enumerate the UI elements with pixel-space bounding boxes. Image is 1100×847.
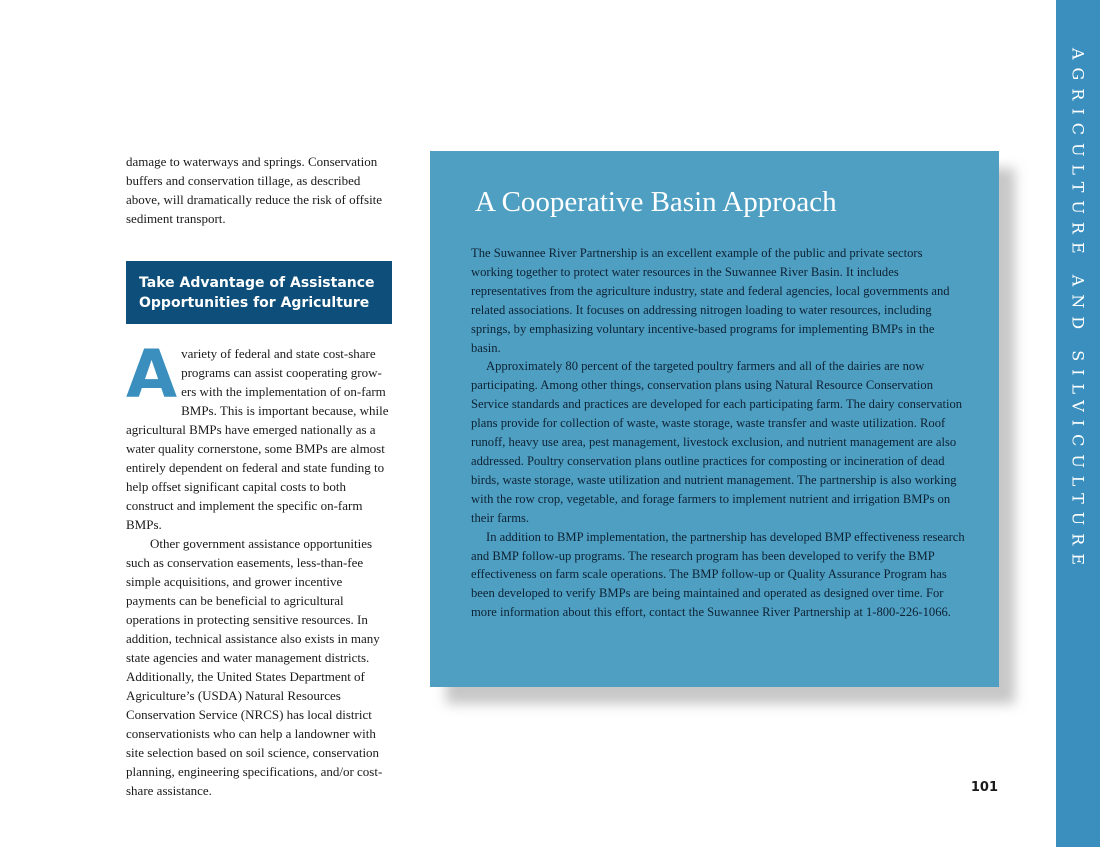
assistance-paragraph-2: Other government assistance opportunities such as conservation easements, less-than-fee simple acquisitions, and grower incentive payments can be beneficial to agricultural operations in protecting sensitive resources. In addition, technical assistance also exists in many state agencies and water management districts. Additionally, the United States Department of Agriculture’s (USDA) Natural Resources Conservation Service (NRCS) has local district conservationists who can help a landowner with site selection based on soil science, conservation planning, engineering specifications, and/or cost-share assistance. [126, 536, 383, 798]
assistance-paragraph-1-text: variety of federal and state cost-share programs can assist cooperating grow-ers with the implementation of on-farm BMPs. This is important because, while agricultural BMPs have emerged nationally as a water quality cornerstone, some BMPs are almost entirely dependent on federal and state funding to help offset significant capital costs to both construct and implement the specific on-farm BMPs. [126, 346, 389, 532]
callout-box [430, 151, 999, 687]
page-number: 101 [970, 780, 998, 795]
drop-cap: A [126, 336, 178, 413]
callout-paragraph-2: Approximately 80 percent of the targeted poultry farmers and all of the dairies are now participating. Among other things, conservation plans using Natural Resource Conservation Service standards and practices are developed for each participating farm. The dairy conservation plans provide for collection of waste, waste storage, waste transfer and waste utilization. Roof runoff, heavy use area, pest management, livestock exclusion, and nutrient management are also addressed. Poultry conservation plans outline practices for composting or incineration of dead birds, waste storage, waste utilization and nutrient management. The partnership is also working with the row crop, vegetable, and forage farmers to implement nutrient and irrigation BMPs on their farms. [471, 359, 963, 525]
section-side-tab [1056, 0, 1100, 847]
section-tab-label: AGRICULTURE AND SILVICULTURE [1068, 48, 1088, 573]
callout-paragraph-3: In addition to BMP implementation, the partnership has developed BMP effectiveness research and BMP follow-up programs. The research program has been developed to verify the BMP effectiveness on farm scale operations. The BMP follow-up or Quality Assurance Program has been developed to verify BMPs are being maintained and operated as designed over time. For more information about this effort, contact the Suwannee River Partnership at 1-800-226-1066. [471, 529, 965, 620]
callout-paragraph-1: The Suwannee River Partnership is an excellent example of the public and private sectors working together to protect water resources in the Suwannee River Basin. It includes representatives from the agriculture industry, state and federal agencies, local governments and related associations. It focuses on addressing nitrogen loading to water resources, including springs, by emphasizing voluntary incentive-based programs for implementing BMPs in the basin. [471, 246, 950, 355]
assistance-paragraph-1 [126, 336, 392, 534]
callout-title: A Cooperative Basin Approach [475, 186, 837, 218]
section-heading: Take Advantage of Assistance Opportunities for Agriculture [126, 261, 392, 324]
intro-paragraph: damage to waterways and springs. Conservation buffers and conservation tillage, as described above, will dramatically reduce the risk of offsite sediment transport. [126, 154, 383, 226]
left-column [126, 152, 392, 800]
